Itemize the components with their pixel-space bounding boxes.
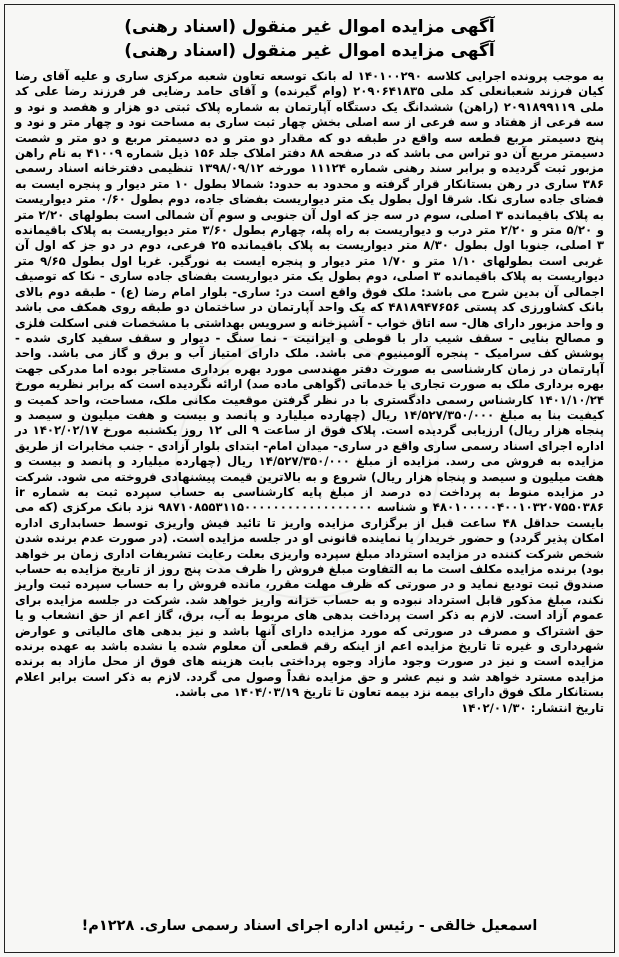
notice-title: آگهی مزایده اموال غیر منقول (اسناد رهنی) [124, 17, 495, 37]
notice-frame [4, 4, 615, 953]
notice-title-repeat: آگهی مزایده اموال غیر منقول (اسناد رهنی) [124, 41, 495, 61]
notice-header [5, 5, 614, 63]
signature-line: اسمعیل خالقی - رئیس اداره اجرای اسناد رسمی ساری. ۱۲۲۸م! [81, 918, 538, 934]
notice-body-text: به موجب پرونده اجرایی کلاسه ۱۴۰۱۰۰۲۹۰ له بانک توسعه تعاون شعبه مرکزی ساری و علیه آقای رضا کیان فرزند شعبانعلی کد ملی ۲۰۹۰۶۴۱۸۳۵ (وام گیرنده) و آقای حامد رضایی فر فرزند رضا علی کد ملی ۲۰۹۱۸۹۹۱۱۹ (راهن) ششدانگ یک دستگاه آپارتمان به شماره پلاک ثبتی دو هزار و هفصد و نود و سه فرعی از هفتاد و سه فرعی از سه اصلی بخش چهار ثبت ساری به مساحت نود و چهار متر و نود و پنج دسیمتر مربع قطعه سه واقع در طبقه دو که مقدار دو متر و ده دسیمتر مربع و دو متر و شصت دسیمتر مربع آن دو تراس می باشد که در صفحه ۸۸ دفتر املاک جلد ۱۵۶ ذیل شماره ۴۱۰۰۹ به نام راهن مزبور ثبت گردیده و برابر سند رهنی شماره ۱۱۱۲۴ مورخه ۱۳۹۸/۰۹/۱۲ تنظیمی دفترخانه اسناد رسمی ۳۸۶ ساری در رهن بستانکار قرار گرفته و محدود به حدود: شمالا بطول ۱۰ متر دیوار و پنجره ایست به فضای جاده ساری نکا. شرقا اول بطول یک متر دیواریست بفضای جاده، دوم بطول ۰/۶۰ متر دیواریست به پلاک باقیمانده ۳ اصلی، سوم در سه جز که اول آن جنوبی و سوم آن شمالی است بطولهای ۲/۲۰ متر و ۵/۲۰ متر و ۲/۲۰ متر درب و دیواریست به راه پله، چهارم بطول ۳/۶۰ متر دیواریست به پلاک باقیمانده ۳ اصلی، جنوبا اول بطول ۸/۳۰ متر دیواریست به پلاک باقیمانده ۲۵ فرعی، دوم در دو جز که اول آن غربی است بطولهای ۱/۱۰ متر و ۱/۷۰ متر دیوار و پنجره ایست به نورگیر. غربا اول بطول ۹/۶۵ متر دیواریست به پلاک باقیمانده ۳ اصلی، دوم بطول یک متر دیواریست بفضای جاده ساری - نکا که توصیف اجمالی آن بدین شرح می باشد: ملک فوق واقع است در: ساری- بلوار امام رضا (ع) - طبقه دوم بالای بانک کشاورزی کد پستی ۴۸۱۸۹۴۷۶۵۶ که یک واحد آپارتمان در ساختمان دو طبقه روی همکف می باشد و واحد مزبور دارای هال- سه اتاق خواب - آشپزخانه و سرویس بهداشتی با مشخصات فنی اسکلت فلزی و مصالح بنایی - سقف شیب دار با قوطی و ایرانیت - نما سنگ - دیوار و سقف سفید کاری شده - پوشش کف سرامیک - پنجره آلومینیوم می باشد. ملک دارای امتیاز آب و برق و گاز می باشد. واحد آپارتمان در زمان کارشناسی به صورت دفتر مهندسی مورد بهره برداری مستاجر بوده اما مدرکی جهت بهره برداری ملک به صورت تجاری یا خدماتی (گواهی ماده صد) ارائه نگردیده است که برابر نظریه مورخ ۱۴۰۱/۱۰/۲۴ کارشناس رسمی دادگستری با در نظر گرفتن موقعیت مکانی ملک، مساحت، واحد کمیت و کیفیت بنا به مبلغ ۱۴/۵۲۷/۳۵۰/۰۰۰ ریال (چهارده میلیارد و پانصد و بیست و هفت میلیون و سیصد و پنجاه هزار ریال) ارزیابی گردیده است. پلاک فوق از ساعت ۹ الی ۱۲ روز یکشنبه مورخ ۱۴۰۲/۰۲/۱۷ در اداره اجرای اسناد رسمی ساری واقع در ساری- میدان امام- ابتدای بلوار آزادی - جنب مخابرات از طریق مزایده به فروش می رسد. مزایده از مبلغ ۱۴/۵۲۷/۳۵۰/۰۰۰ ریال (چهارده میلیارد و پانصد و بیست و هفت میلیون و سیصد و پنجاه هزار ریال) شروع و به بالاترین قیمت پیشنهادی فروخته می شود. شرکت در مزایده منوط به پرداخت ده درصد از مبلغ پایه کارشناسی به حساب سپرده ثبت به شماره ir ۴۸۰۱۰۰۰۰۰۴۰۰۱۰۳۲۰۷۵۵۰۳۸۶ و شناسه ۹۸۷۱۰۸۵۵۳۱۱۵۰۰۰۰۰۰۰۰۰۰۰۰۰۰۰۰۰۰ نزد بانک مرکزی (که می بایست حداقل ۴۸ ساعت قبل از برگزاری مزایده واریز تا تائید فیش واریزی توسط حسابداری اداره امکان پذیر گردد) و حضور خریدار یا نماینده قانونی او در جلسه مزایده است. (در صورت عدم برنده شدن شخص شرکت کننده در مزایده استرداد مبلغ سپرده واریزی بعلت رعایت تشریفات اداری زمان بر خواهد بود) برنده مزایده مکلف است ما به التفاوت مبلغ فروش را ظرف مدت پنج روز از تاریخ مزایده به حساب صندوق ثبت تودیع نماید و در صورتی که ظرف مهلت مقرر، مانده فروش را به حساب سپرده ثبت واریز نکند، مبلغ مذکور قابل استرداد نبوده و به حساب خزانه واریز خواهد شد. شرکت در جلسه مزایده برای عموم آزاد است. لازم به ذکر است پرداخت بدهی های مربوط به آب، برق، گاز اعم از حق انشعاب و یا حق اشتراک و مصرف در صورتی که مورد مزایده دارای آنها باشد و نیز بدهی های مالیاتی و عوارض شهرداری و غیره تا تاریخ مزایده اعم از اینکه رقم قطعی آن معلوم شده یا نشده باشد به عهده برنده مزایده است و نیز در صورت وجود مازاد وجوه پرداختی بابت هزینه های فوق از محل مازاد به برنده مزایده مسترد خواهد شد و نیم عشر و حق مزایده نقداً وصول می گردد. لازم به ذکر است برابر اعلام بستانکار ملک فوق دارای بیمه نزد بیمه تعاون تا تاریخ ۱۴۰۴/۰۳/۱۹ می باشد. [15, 69, 605, 700]
notice-body [5, 63, 614, 701]
publication-date: تاریخ انتشار: ۱۴۰۲/۰۱/۳۰ [461, 700, 604, 715]
